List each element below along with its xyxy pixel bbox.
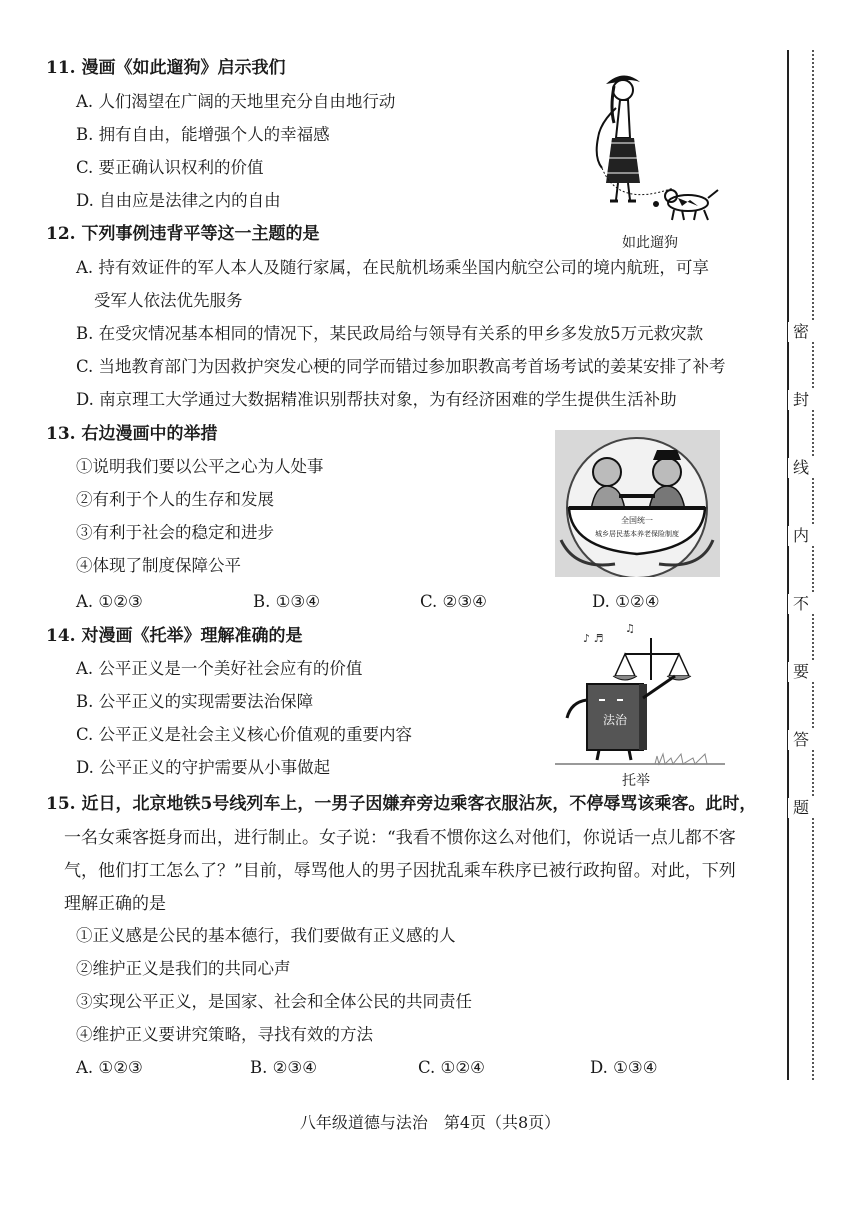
- q15-choice-a: A. ①②③: [76, 1058, 143, 1077]
- q15-stem-line1: 15. 近日，北京地铁5号线列车上，一男子因嫌弃旁边乘客衣服沾灰，不停辱骂该乘客。此时，: [46, 794, 757, 814]
- seal-char: 不: [788, 594, 814, 614]
- q13-statement-3: ③有利于社会的稳定和进步: [76, 523, 274, 542]
- q14-figure-caption: 托举: [622, 773, 650, 789]
- q13-statement-4: ④体现了制度保障公平: [76, 556, 241, 575]
- seal-line-rule: [787, 50, 789, 1080]
- q13-statement-2: ②有利于个人的生存和发展: [76, 490, 274, 509]
- q15-stem-line4: 理解正确的是: [64, 894, 166, 914]
- svg-text:♫: ♫: [625, 622, 635, 635]
- page-footer: 八年级道德与法治 第4页（共8页）: [299, 1113, 561, 1132]
- q13-choice-c: C. ②③④: [420, 592, 487, 611]
- q15-choice-c: C. ①②④: [418, 1058, 485, 1077]
- seal-char: 要: [788, 662, 814, 682]
- q15-stem-line2: 一名女乘客挺身而出，进行制止。女子说：“我看不惯你这么对他们，你说话一点儿都不客: [64, 828, 736, 848]
- seal-char: 封: [788, 390, 814, 410]
- q15-choice-b: B. ②③④: [250, 1058, 317, 1077]
- q13-statement-1: ①说明我们要以公平之心为人处事: [76, 457, 324, 476]
- q15-choice-d: D. ①③④: [590, 1058, 658, 1077]
- q13-stem: 13. 右边漫画中的举措: [46, 424, 218, 444]
- q12-stem: 12. 下列事例违背平等这一主题的是: [46, 224, 320, 244]
- q12-option-c: C. 当地教育部门为因救护突发心梗的同学而错过参加职教高考首场考试的姜某安排了补考: [76, 357, 726, 376]
- q15-statement-3: ③实现公平正义，是国家、社会和全体公民的共同责任: [76, 992, 472, 1011]
- q11-option-b: B. 拥有自由，能增强个人的幸福感: [76, 125, 330, 144]
- seal-char: 题: [788, 798, 814, 818]
- q11-stem: 11. 漫画《如此遛狗》启示我们: [46, 58, 286, 78]
- q12-option-a-cont: 受军人依法优先服务: [94, 291, 243, 310]
- cartoon-lifting-image: [555, 618, 725, 768]
- q11-option-d: D. 自由应是法律之内的自由: [76, 191, 281, 210]
- cartoon-pension-bowl-image: [555, 430, 720, 577]
- seal-char: 线: [788, 458, 814, 478]
- q15-statement-2: ②维护正义是我们的共同心声: [76, 959, 291, 978]
- seal-char: 内: [788, 526, 814, 546]
- q14-option-c: C. 公平正义是社会主义核心价值观的重要内容: [76, 725, 413, 744]
- q14-option-b: B. 公平正义的实现需要法治保障: [76, 692, 314, 711]
- cartoon-dog-walking-image: [578, 68, 728, 228]
- q14-option-d: D. 公平正义的守护需要从小事做起: [76, 758, 331, 777]
- q13-choice-b: B. ①③④: [253, 592, 320, 611]
- q12-option-b: B. 在受灾情况基本相同的情况下，某民政局给与领导有关系的甲乡多发放5万元救灾款: [76, 324, 704, 343]
- q13-figure-text-line1: 全国统一: [621, 516, 653, 525]
- q13-figure-text-line2: 城乡居民基本养老保险制度: [595, 530, 679, 538]
- seal-line-dots: [812, 50, 814, 1080]
- q11-figure-caption: 如此遛狗: [622, 235, 678, 251]
- seal-char: 答: [788, 730, 814, 750]
- svg-text:♪ ♬: ♪ ♬: [583, 632, 604, 645]
- q15-statement-1: ①正义感是公民的基本德行，我们要做有正义感的人: [76, 926, 456, 945]
- seal-char: 密: [788, 322, 814, 342]
- q13-choice-d: D. ①②④: [592, 592, 660, 611]
- q12-option-d: D. 南京理工大学通过大数据精准识别帮扶对象，为有经济困难的学生提供生活补助: [76, 390, 677, 409]
- q15-statement-4: ④维护正义要讲究策略，寻找有效的方法: [76, 1025, 373, 1044]
- q15-stem-line3: 气，他们打工怎么了？”目前，辱骂他人的男子因扰乱乘车秩序已被行政拘留。对此，下列: [64, 861, 736, 881]
- q14-stem: 14. 对漫画《托举》理解准确的是: [46, 626, 303, 646]
- q13-choice-a: A. ①②③: [76, 592, 143, 611]
- q14-figure-text: 法治: [602, 713, 628, 727]
- q12-option-a: A. 持有效证件的军人本人及随行家属，在民航机场乘坐国内航空公司的境内航班，可享: [76, 258, 709, 277]
- q14-option-a: A. 公平正义是一个美好社会应有的价值: [76, 659, 363, 678]
- q11-option-a: A. 人们渴望在广阔的天地里充分自由地行动: [76, 92, 396, 111]
- q11-option-c: C. 要正确认识权利的价值: [76, 158, 264, 177]
